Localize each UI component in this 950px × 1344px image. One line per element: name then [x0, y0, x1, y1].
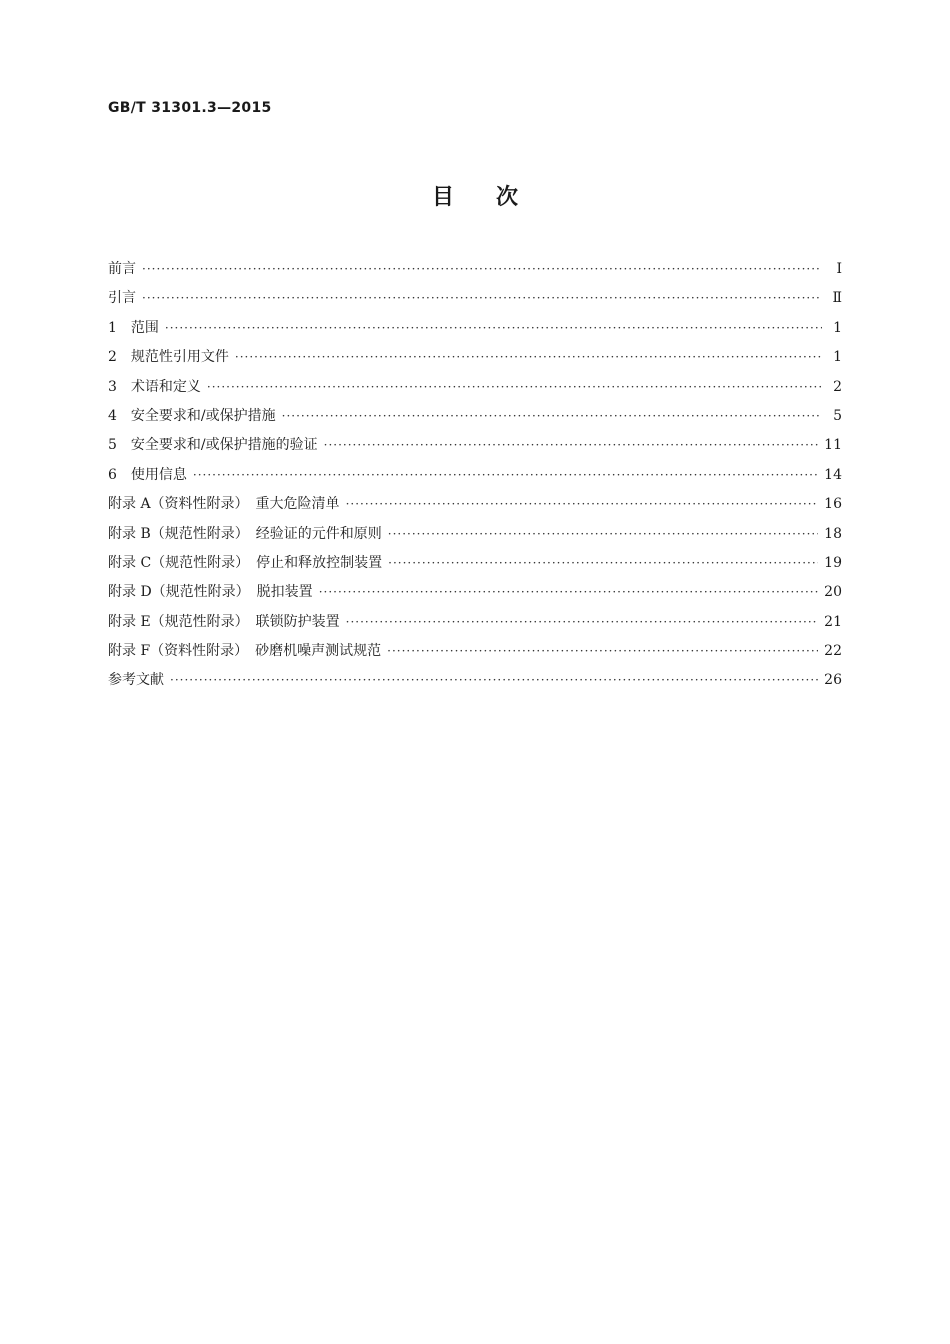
- toc-entry-label: 4 安全要求和/或保护措施: [108, 407, 276, 424]
- toc-entry-label: 参考文献: [108, 672, 164, 689]
- toc-entry[interactable]: [108, 434, 842, 463]
- toc-entry-page: 2: [833, 378, 842, 395]
- toc-leader-dots: [235, 350, 822, 364]
- toc-entry[interactable]: [108, 493, 842, 522]
- toc-entry-page: 21: [824, 613, 842, 630]
- toc-entry[interactable]: [108, 640, 842, 669]
- toc-leader-dots: [142, 262, 822, 276]
- toc-entry-page: 19: [824, 554, 842, 571]
- toc-entry-label: 附录 C（规范性附录） 停止和释放控制装置: [108, 554, 383, 571]
- toc-entry-label: 附录 E（规范性附录） 联锁防护装置: [108, 613, 340, 630]
- toc-entry[interactable]: [108, 523, 842, 552]
- toc-entry-page: Ⅰ: [836, 261, 842, 277]
- toc-leader-dots: [319, 585, 818, 599]
- toc-entry[interactable]: [108, 258, 842, 287]
- toc-entry[interactable]: [108, 464, 842, 493]
- toc-entry-page: 26: [824, 672, 842, 689]
- toc-entry[interactable]: [108, 376, 842, 405]
- toc-entry-label: 6 使用信息: [108, 466, 187, 483]
- toc-leader-dots: [324, 438, 819, 452]
- toc-entry-label: 附录 B（规范性附录） 经验证的元件和原则: [108, 525, 382, 542]
- toc-entry-label: 5 安全要求和/或保护措施的验证: [108, 437, 318, 454]
- toc-leader-dots: [387, 644, 818, 658]
- toc-entry-label: 3 术语和定义: [108, 378, 201, 395]
- toc-entry-label: 附录 A（资料性附录） 重大危险清单: [108, 496, 340, 513]
- toc-entry[interactable]: [108, 581, 842, 610]
- toc-entry-page: 18: [824, 525, 842, 542]
- toc-leader-dots: [346, 615, 819, 629]
- toc-entry-page: 5: [833, 407, 842, 424]
- toc-leader-dots: [282, 409, 822, 423]
- toc-entry[interactable]: [108, 611, 842, 640]
- toc-entry[interactable]: [108, 552, 842, 581]
- toc-entry-page: 1: [833, 349, 842, 366]
- toc-leader-dots: [207, 380, 822, 394]
- toc-entry-page: 11: [824, 437, 842, 454]
- toc-entry-page: Ⅱ: [832, 290, 842, 307]
- toc-entry-label: 附录 F（资料性附录） 砂磨机噪声测试规范: [108, 643, 382, 660]
- toc-entry[interactable]: [108, 317, 842, 346]
- toc-entry-page: 20: [824, 584, 842, 601]
- toc-entry[interactable]: [108, 287, 842, 316]
- toc-entry-page: 16: [824, 496, 842, 513]
- toc-entry[interactable]: [108, 405, 842, 434]
- toc-entry-label: 2 规范性引用文件: [108, 349, 229, 366]
- toc-leader-dots: [388, 527, 818, 541]
- toc-entry[interactable]: [108, 669, 842, 698]
- toc-entry-page: 14: [824, 466, 842, 483]
- toc-entry[interactable]: [108, 346, 842, 375]
- toc-leader-dots: [346, 497, 819, 511]
- toc-entry-page: 22: [824, 643, 842, 660]
- toc-entry-label: 引言: [108, 290, 136, 307]
- toc-leader-dots: [142, 291, 822, 305]
- toc-entry-label: 1 范围: [108, 319, 159, 336]
- page-title: 目次: [431, 185, 560, 210]
- toc-leader-dots: [170, 673, 818, 687]
- table-of-contents: [108, 258, 842, 699]
- toc-leader-dots: [193, 468, 818, 482]
- toc-entry-page: 1: [833, 319, 842, 336]
- toc-entry-label: 前言: [108, 261, 136, 277]
- toc-leader-dots: [165, 321, 822, 335]
- toc-leader-dots: [388, 556, 818, 570]
- toc-entry-label: 附录 D（规范性附录） 脱扣装置: [108, 584, 313, 601]
- standard-code: GB/T 31301.3—2015: [108, 100, 272, 116]
